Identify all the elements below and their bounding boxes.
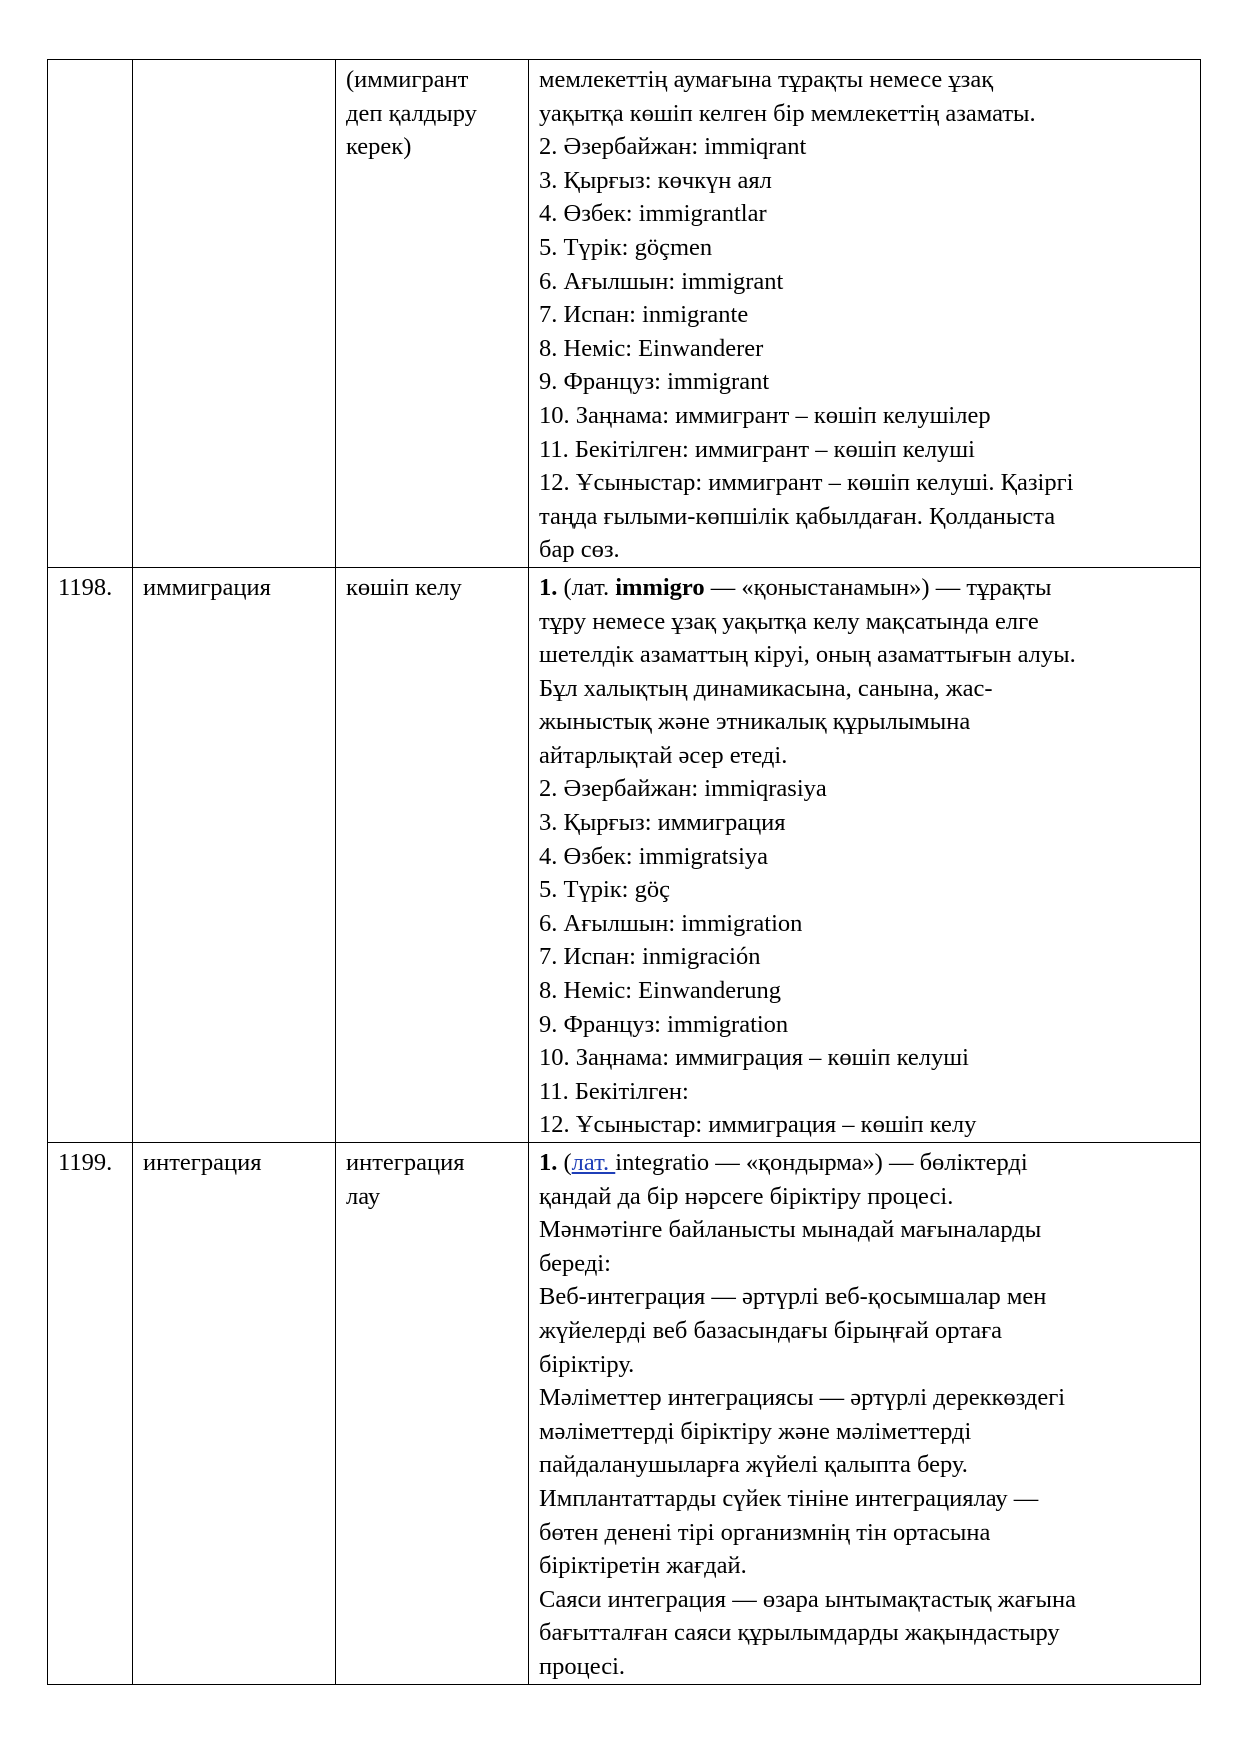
- cell-number: [48, 1143, 133, 1685]
- text-line: 2. Әзербайжан: immiqrant: [539, 133, 807, 161]
- text-line: 11. Бекітілген:: [539, 1077, 689, 1105]
- text-line: 8. Неміс: Einwanderung: [539, 977, 782, 1005]
- text-line: біріктіру.: [539, 1350, 635, 1378]
- text-line: 3. Қырғыз: көчкүн аял: [539, 166, 772, 194]
- text-line: лау: [346, 1182, 381, 1210]
- cell-number: [48, 567, 133, 1142]
- definition-text: — «қоныстанамын») — тұрақты: [704, 573, 1052, 601]
- text-line: 6. Ағылшын: immigrant: [539, 267, 784, 295]
- term-text: интеграция: [143, 1149, 262, 1176]
- text-line: Имплантаттарды сүйек тініне интеграциялау —: [539, 1484, 1039, 1512]
- text-line: 10. Заңнама: иммигрант – көшіп келушілер: [539, 401, 991, 429]
- text-line: тұру немесе ұзақ уақытқа келу мақсатында елге: [539, 607, 1039, 635]
- cell-term: [133, 567, 336, 1142]
- text-line: уақытқа көшіп келген бір мемлекеттің азаматы.: [539, 99, 1036, 127]
- text-line: бағытталған саяси құрылымдарды жақындастыру: [539, 1619, 1060, 1647]
- text-line: қандай да бір нәрсеге біріктіру процесі.: [539, 1182, 954, 1210]
- text-line: 4. Өзбек: immigrantlar: [539, 200, 767, 228]
- cell-number: [48, 60, 133, 568]
- text-line: 9. Француз: immigration: [539, 1010, 789, 1038]
- cell-kazakh-equivalent: [336, 567, 529, 1142]
- text-line: айтарлықтай әсер етеді.: [539, 741, 788, 769]
- text-line: пайдаланушыларға жүйелі қалыпта беру.: [539, 1451, 968, 1479]
- row-number: 1199.: [58, 1149, 113, 1176]
- text-line: (иммигрант: [346, 66, 469, 93]
- text-line: процесі.: [539, 1652, 626, 1680]
- text-line: 10. Заңнама: иммиграция – көшіп келуші: [539, 1044, 969, 1072]
- definition-first-line: [539, 1146, 1194, 1180]
- terminology-table: [47, 59, 1201, 1685]
- definition-text: (: [557, 1149, 572, 1176]
- text-line: 12. Ұсыныстар: иммиграция – көшіп келу: [539, 1111, 977, 1139]
- cell-kazakh-equivalent: [336, 1143, 529, 1685]
- definition-text: integratio — «қондырма») — бөліктерді: [615, 1149, 1028, 1176]
- text-line: көшіп келу: [346, 573, 462, 601]
- cell-definition: [529, 60, 1201, 568]
- text-line: 11. Бекітілген: иммигрант – көшіп келуші: [539, 435, 975, 463]
- text-line: мемлекеттің аумағына тұрақты немесе ұзақ: [539, 66, 994, 93]
- cell-term: [133, 1143, 336, 1685]
- text-line: 9. Француз: immigrant: [539, 368, 770, 396]
- text-line: деп қалдыру: [346, 99, 477, 127]
- text-line: жүйелерді веб базасындағы бірыңғай ортаға: [539, 1316, 1003, 1344]
- table-row: [48, 60, 1201, 568]
- text-line: таңда ғылыми-көпшілік қабылдаған. Қолданыста: [539, 502, 1056, 530]
- text-line: 7. Испан: inmigrante: [539, 301, 749, 329]
- text-line: береді:: [539, 1249, 611, 1277]
- text-line: шетелдік азаматтың кіруі, оның азаматтығын алуы.: [539, 641, 1076, 669]
- text-line: интеграция: [346, 1149, 465, 1176]
- text-line: 5. Түрік: göçmen: [539, 233, 713, 261]
- text-line: 4. Өзбек: immigratsiya: [539, 842, 769, 870]
- term-text: иммиграция: [143, 573, 271, 601]
- latin-link[interactable]: лат.: [571, 1149, 616, 1176]
- text-line: Бұл халықтың динамикасына, санына, жас-: [539, 674, 993, 702]
- definition-text: (лат.: [557, 573, 616, 601]
- text-line: біріктіретін жағдай.: [539, 1552, 747, 1580]
- text-line: жыныстық және этникалық құрылымына: [539, 708, 971, 736]
- text-line: Мәліметтер интеграциясы — әртүрлі дереккөздегі: [539, 1384, 1066, 1412]
- definition-number: 1.: [539, 1149, 558, 1176]
- text-line: 6. Ағылшын: immigration: [539, 909, 803, 937]
- cell-definition: [529, 1143, 1201, 1685]
- cell-term: [133, 60, 336, 568]
- table-row: [48, 567, 1201, 1142]
- cell-kazakh-equivalent: [336, 60, 529, 568]
- text-line: 2. Әзербайжан: immiqrasiya: [539, 775, 827, 803]
- text-line: 12. Ұсыныстар: иммигрант – көшіп келуші. Қазіргі: [539, 469, 1074, 497]
- definition-number: 1.: [539, 573, 558, 601]
- row-number: 1198.: [58, 573, 113, 601]
- text-line: Саяси интеграция — өзара ынтымақтастық жағына: [539, 1585, 1076, 1613]
- text-line: 3. Қырғыз: иммиграция: [539, 809, 786, 837]
- text-line: Веб-интеграция — әртүрлі веб-қосымшалар мен: [539, 1283, 1047, 1311]
- cell-definition: [529, 567, 1201, 1142]
- definition-first-line: [539, 571, 1194, 605]
- table-row: [48, 1143, 1201, 1685]
- text-line: керек): [346, 133, 412, 161]
- text-line: бар сөз.: [539, 536, 620, 564]
- latin-source-word: immigro: [615, 573, 705, 601]
- text-line: 5. Түрік: göç: [539, 876, 670, 904]
- text-line: 8. Неміс: Einwanderer: [539, 334, 764, 362]
- text-line: 7. Испан: inmigración: [539, 943, 761, 971]
- text-line: мәліметтерді біріктіру және мәліметтерді: [539, 1417, 972, 1445]
- text-line: Мәнмәтінге байланысты мынадай мағыналарды: [539, 1216, 1042, 1244]
- text-line: бөтен денені тірі организмнің тін ортасына: [539, 1518, 991, 1546]
